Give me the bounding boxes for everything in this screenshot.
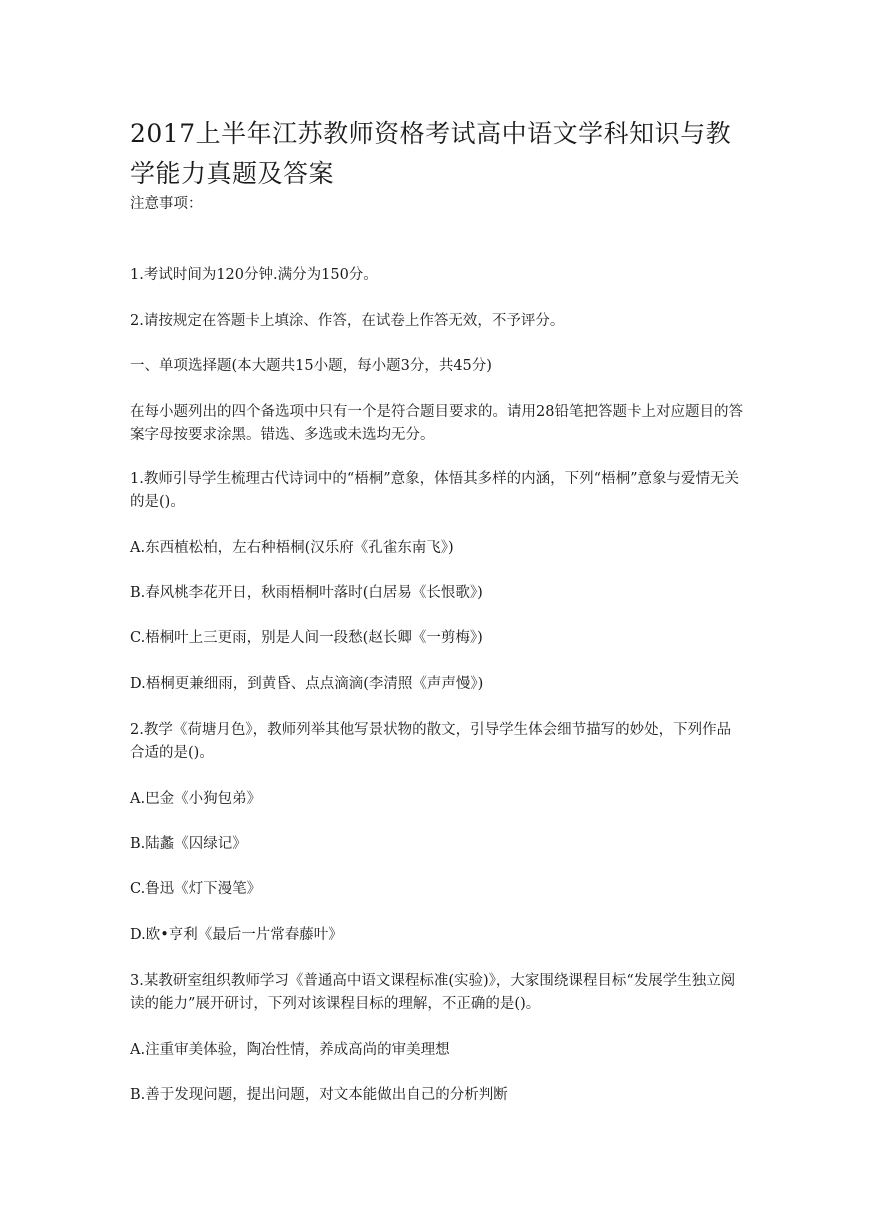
question-stem: 3.某教研室组织教师学习《普通高中语文课程标准(实验)》，大家围绕课程目标“发展学生独立阅读的能力”展开研讨，下列对该课程目标的理解，不正确的是()。 xyxy=(130,973,736,1012)
document-title: 2017上半年江苏教师资格考试高中语文学科知识与教学能力真题及答案 xyxy=(130,119,732,188)
answer-option: A.东西植松柏，左右种梧桐(汉乐府《孔雀东南飞》) xyxy=(130,540,454,556)
question-stem: 2.教学《荷塘月色》，教师列举其他写景状物的散文，引导学生体会细节描写的妙处，下列作品合适的是()。 xyxy=(130,722,732,761)
notice-item: 1.考试时间为120分钟.满分为150分。 xyxy=(130,267,378,283)
answer-option: A.注重审美体验，陶冶性情，养成高尚的审美理想 xyxy=(130,1042,450,1058)
answer-option: A.巴金《小狗包弟》 xyxy=(130,791,262,807)
answer-option: B.善于发现问题，提出问题，对文本能做出自己的分析判断 xyxy=(130,1087,508,1103)
section-heading: 一、单项选择题(本大题共15小题，每小题3分，共45分) xyxy=(130,358,492,374)
notice-heading: 注意事项： xyxy=(130,196,203,212)
answer-option: B.春风桃李花开日，秋雨梧桐叶落时(白居易《长恨歌》) xyxy=(130,585,483,601)
answer-option: C.梧桐叶上三更雨，别是人间一段愁(赵长卿《一剪梅》) xyxy=(130,630,483,646)
answer-option: D.梧桐更兼细雨，到黄昏、点点滴滴(李清照《声声慢》) xyxy=(130,676,484,692)
notice-item: 2.请按规定在答题卡上填涂、作答，在试卷上作答无效，不予评分。 xyxy=(130,313,565,329)
question-stem: 1.教师引导学生梳理古代诗词中的“梧桐”意象，体悟其多样的内涵，下列“梧桐”意象与爱情无关的是()。 xyxy=(130,471,739,510)
answer-option: C.鲁迅《灯下漫笔》 xyxy=(130,881,262,897)
section-instructions: 在每小题列出的四个备选项中只有一个是符合题目要求的。请用28铅笔把答题卡上对应题目的答案字母按要求涂黑。错选、多选或未选均无分。 xyxy=(130,404,743,443)
answer-option: D.欧•亨利《最后一片常春藤叶》 xyxy=(130,927,343,943)
answer-option: B.陆蠡《囚绿记》 xyxy=(130,836,247,852)
